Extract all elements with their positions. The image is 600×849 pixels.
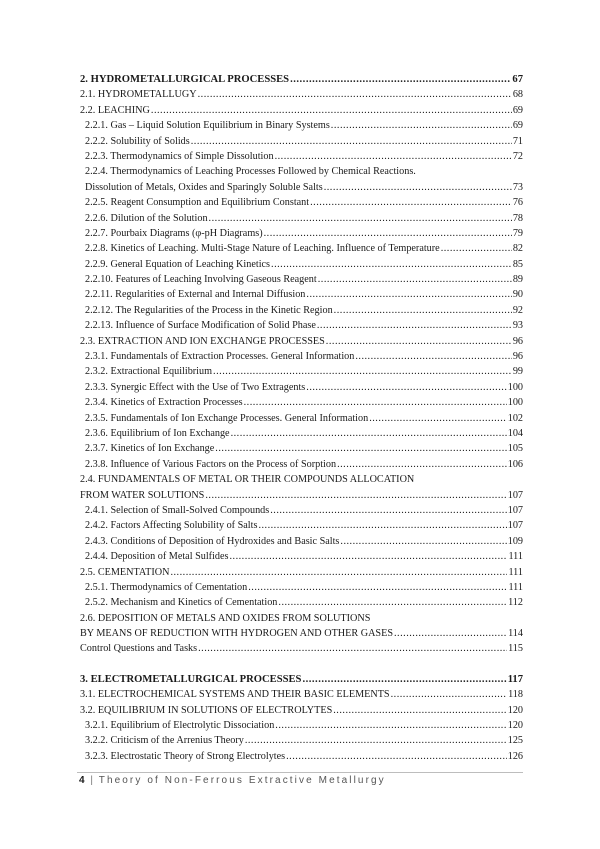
dot-leader: [229, 549, 507, 564]
dot-leader: [275, 718, 506, 733]
toc-entry-page: 111: [508, 551, 523, 563]
toc-entry[interactable]: [77, 426, 523, 441]
toc-entry-page: 79: [512, 227, 523, 239]
toc-entry[interactable]: [77, 334, 523, 349]
toc-entry-title: 3.2. EQUILIBRIUM IN SOLUTIONS OF ELECTROLYTES: [80, 704, 333, 716]
toc-entry-title: 2.3. EXTRACTION AND ION EXCHANGE PROCESSES: [80, 335, 325, 347]
dot-leader: [337, 457, 507, 472]
toc-entry-title: 2.3.6. Equilibrium of Ion Exchange: [85, 427, 230, 439]
toc-entry[interactable]: [77, 349, 523, 364]
toc-entry[interactable]: [77, 472, 523, 487]
toc-entry-page: 107: [507, 489, 523, 501]
dot-leader: [290, 72, 511, 87]
dot-leader: [394, 626, 507, 641]
toc-entry-title: 3.2.3. Electrostatic Theory of Strong Electrolytes: [85, 750, 286, 762]
toc-entry-page: 100: [507, 397, 523, 409]
toc-entry-title: BY MEANS OF REDUCTION WITH HYDROGEN AND OTHER GASES: [80, 628, 393, 640]
toc-entry[interactable]: [77, 180, 523, 195]
toc-entry-title: 2.2.7. Pourbaix Diagrams (φ-pH Diagrams): [85, 227, 263, 239]
dot-leader: [441, 241, 512, 256]
dot-leader: [198, 641, 507, 656]
toc-entry-page: 117: [507, 673, 523, 685]
toc-entry[interactable]: [77, 488, 523, 503]
dot-leader: [209, 211, 512, 226]
toc-entry-page: 102: [507, 412, 523, 424]
dot-leader: [286, 749, 507, 764]
toc-entry-page: 100: [507, 381, 523, 393]
toc-entry-page: 120: [507, 704, 523, 716]
book-title: Theory of Non-Ferrous Extractive Metallurgy: [98, 775, 386, 786]
toc-entry[interactable]: [77, 641, 523, 656]
dot-leader: [170, 565, 507, 580]
toc-entry[interactable]: [77, 687, 523, 702]
dot-leader: [306, 287, 511, 302]
toc-entry-title: 2.3.5. Fundamentals of Ion Exchange Processes. General Information: [85, 412, 369, 424]
toc-entry-title: 3. ELECTROMETALLURGICAL PROCESSES: [80, 673, 302, 685]
toc-entry-title: 2.5.2. Mechanism and Kinetics of Cementation: [85, 597, 278, 609]
toc-entry-page: 76: [512, 197, 523, 209]
toc-entry-page: 78: [512, 212, 523, 224]
toc-entry[interactable]: [77, 318, 523, 333]
dot-leader: [324, 180, 512, 195]
toc-entry-page: 71: [512, 135, 523, 147]
toc-entry-page: 67: [512, 74, 523, 85]
toc-entry-title: 2.2.3. Thermodynamics of Simple Dissolution: [85, 150, 274, 162]
toc-entry-page: 89: [512, 274, 523, 286]
toc-entry-title: 2.2.6. Dilution of the Solution: [85, 212, 208, 224]
toc-entry-title: 2.4.1. Selection of Small-Solved Compounds: [85, 504, 270, 516]
toc-entry[interactable]: [77, 595, 523, 610]
toc-entry-title: 2.4. FUNDAMENTALS OF METAL OR THEIR COMPOUNDS ALLOCATION: [80, 474, 415, 486]
dot-leader: [213, 364, 512, 379]
toc-entry[interactable]: [77, 580, 523, 595]
toc-entry-title: 2.2.2. Solubility of Solids: [85, 135, 190, 147]
toc-entry-title: 2.5. CEMENTATION: [80, 566, 170, 578]
toc-entry-page: 115: [508, 643, 523, 655]
toc-entry-page: 69: [512, 120, 523, 132]
toc-entry[interactable]: [77, 411, 523, 426]
toc-entry-title: FROM WATER SOLUTIONS: [80, 489, 205, 501]
toc-entry-title: 2.3.7. Kinetics of Ion Exchange: [85, 443, 215, 455]
toc-entry-page: 82: [512, 243, 523, 255]
toc-entry[interactable]: [77, 672, 523, 687]
dot-leader: [310, 195, 512, 210]
toc-entry-page: 106: [507, 458, 523, 470]
dot-leader: [244, 395, 507, 410]
toc-entry-title: 2.6. DEPOSITION OF METALS AND OXIDES FROM SOLUTIONS: [80, 612, 371, 624]
toc-entry[interactable]: [77, 441, 523, 456]
dot-leader: [275, 149, 512, 164]
toc-entry-title: 2.1. HYDROMETALLUGY: [80, 89, 197, 101]
toc-entry-page: 96: [512, 335, 523, 347]
toc-entry-page: 93: [512, 320, 523, 332]
toc-entry-title: 2.4.4. Deposition of Metal Sulfides: [85, 551, 229, 563]
footer-divider: [77, 772, 523, 773]
dot-leader: [270, 503, 507, 518]
toc-entry-title: 2.4.3. Conditions of Deposition of Hydroxides and Basic Salts: [85, 535, 340, 547]
toc-entry-title: 2.2.5. Reagent Consumption and Equilibrium Constant: [85, 197, 310, 209]
toc-entry[interactable]: [77, 303, 523, 318]
footer-separator: |: [90, 775, 93, 786]
toc-entry-title: 2.3.3. Synergic Effect with the Use of Two Extragents: [85, 381, 306, 393]
toc-entry-title: 2.2.8. Kinetics of Leaching. Multi-Stage Nature of Leaching. Influence of Temperature: [85, 243, 440, 255]
toc-entry-title: 2.2.1. Gas – Liquid Solution Equilibrium in Binary Systems: [85, 120, 330, 132]
toc-entry[interactable]: [77, 287, 523, 302]
toc-entry-title: 2.2.4. Thermodynamics of Leaching Processes Followed by Chemical Reactions.: [85, 166, 416, 178]
toc-entry-title: 2.2. LEACHING: [80, 104, 150, 116]
toc-entry-title: 3.1. ELECTROCHEMICAL SYSTEMS AND THEIR BASIC ELEMENTS: [80, 689, 390, 701]
dot-leader: [355, 349, 511, 364]
toc-entry-title: 2.4.2. Factors Affecting Solubility of Salts: [85, 520, 258, 532]
toc-entry-title: 2.2.13. Influence of Surface Modification of Solid Phase: [85, 320, 316, 332]
toc-entry-page: 114: [508, 628, 523, 640]
dot-leader: [215, 441, 506, 456]
toc-entry-page: 73: [512, 181, 523, 193]
page-number: 4: [79, 775, 85, 786]
toc-entry[interactable]: [77, 272, 523, 287]
toc-entry[interactable]: [77, 518, 523, 533]
dot-leader: [198, 87, 512, 102]
dot-leader: [318, 272, 512, 287]
dot-leader: [258, 518, 506, 533]
toc-entry-page: 112: [508, 597, 523, 609]
toc-entry-page: 69: [512, 104, 523, 116]
toc-entry-page: 90: [512, 289, 523, 301]
toc-entry-title: 2.3.2. Extractional Equilibrium: [85, 366, 213, 378]
page-footer: [79, 775, 386, 786]
dot-leader: [151, 103, 512, 118]
toc-entry-title: 2.2.10. Features of Leaching Involving Gaseous Reagent: [85, 274, 317, 286]
toc-entry[interactable]: [77, 503, 523, 518]
toc-entry-page: 104: [507, 427, 523, 439]
toc-entry-page: 96: [512, 351, 523, 363]
dot-leader: [326, 334, 512, 349]
toc-entry[interactable]: [77, 457, 523, 472]
toc-entry-page: 118: [508, 689, 523, 701]
dot-leader: [191, 134, 512, 149]
toc-entry[interactable]: [77, 164, 523, 179]
toc-entry-page: 85: [512, 258, 523, 270]
toc-entry[interactable]: [77, 134, 523, 149]
toc-entry[interactable]: [77, 87, 523, 102]
table-of-contents: [77, 72, 523, 764]
dot-leader: [248, 580, 507, 595]
toc-entry-title: 2.5.1. Thermodynamics of Cementation: [85, 581, 248, 593]
toc-entry[interactable]: [77, 241, 523, 256]
toc-entry[interactable]: [77, 226, 523, 241]
toc-entry-page: 99: [512, 366, 523, 378]
toc-entry[interactable]: [77, 611, 523, 626]
dot-leader: [302, 672, 506, 687]
toc-entry-page: 125: [507, 735, 523, 747]
toc-entry[interactable]: [77, 211, 523, 226]
toc-entry-title: 2. HYDROMETALLURGICAL PROCESSES: [80, 74, 290, 85]
toc-entry[interactable]: [77, 103, 523, 118]
toc-entry-title: 3.2.2. Criticism of the Arrenius Theory: [85, 735, 244, 747]
dot-leader: [333, 703, 506, 718]
dot-leader: [340, 534, 506, 549]
toc-entry-page: 109: [507, 535, 523, 547]
toc-entry-page: 120: [507, 720, 523, 732]
toc-entry-page: 111: [508, 566, 523, 578]
toc-entry-page: 72: [512, 150, 523, 162]
toc-entry-page: 68: [512, 89, 523, 101]
toc-entry[interactable]: [77, 565, 523, 580]
dot-leader: [334, 303, 512, 318]
dot-leader: [271, 257, 512, 272]
toc-entry-title: 2.3.1. Fundamentals of Extraction Processes. General Information: [85, 351, 355, 363]
dot-leader: [306, 380, 506, 395]
toc-entry[interactable]: [77, 118, 523, 133]
toc-entry-title: 2.2.12. The Regularities of the Process in the Kinetic Region: [85, 304, 333, 316]
dot-leader: [317, 318, 512, 333]
toc-entry-title: Control Questions and Tasks: [80, 643, 198, 655]
toc-entry[interactable]: [77, 703, 523, 718]
dot-leader: [205, 488, 506, 503]
toc-entry-page: 107: [507, 520, 523, 532]
toc-entry-page: 111: [508, 581, 523, 593]
toc-entry-page: 105: [507, 443, 523, 455]
toc-entry-title: 2.2.9. General Equation of Leaching Kinetics: [85, 258, 271, 270]
toc-entry-title: 3.2.1. Equilibrium of Electrolytic Dissociation: [85, 720, 275, 732]
dot-leader: [391, 687, 507, 702]
toc-entry-title: Dissolution of Metals, Oxides and Sparingly Soluble Salts: [85, 181, 323, 193]
dot-leader: [278, 595, 507, 610]
toc-entry[interactable]: [77, 549, 523, 564]
toc-entry-title: 2.2.11. Regularities of External and Internal Diffusion: [85, 289, 306, 301]
dot-leader: [331, 118, 512, 133]
toc-entry[interactable]: [77, 534, 523, 549]
toc-entry[interactable]: [77, 380, 523, 395]
toc-entry-page: 92: [512, 304, 523, 316]
toc-entry[interactable]: [77, 395, 523, 410]
toc-entry[interactable]: [77, 364, 523, 379]
toc-entry[interactable]: [77, 749, 523, 764]
dot-leader: [369, 411, 507, 426]
toc-entry-title: 2.3.8. Influence of Various Factors on the Process of Sorption: [85, 458, 337, 470]
toc-entry[interactable]: [77, 718, 523, 733]
toc-entry[interactable]: [77, 733, 523, 748]
toc-entry-page: 107: [507, 504, 523, 516]
toc-entry[interactable]: [77, 72, 523, 87]
dot-leader: [231, 426, 507, 441]
toc-entry[interactable]: [77, 257, 523, 272]
toc-entry[interactable]: [77, 626, 523, 641]
toc-entry-page: 126: [507, 750, 523, 762]
toc-entry-title: 2.3.4. Kinetics of Extraction Processes: [85, 397, 243, 409]
dot-leader: [264, 226, 512, 241]
toc-entry[interactable]: [77, 195, 523, 210]
toc-entry[interactable]: [77, 149, 523, 164]
dot-leader: [245, 733, 507, 748]
